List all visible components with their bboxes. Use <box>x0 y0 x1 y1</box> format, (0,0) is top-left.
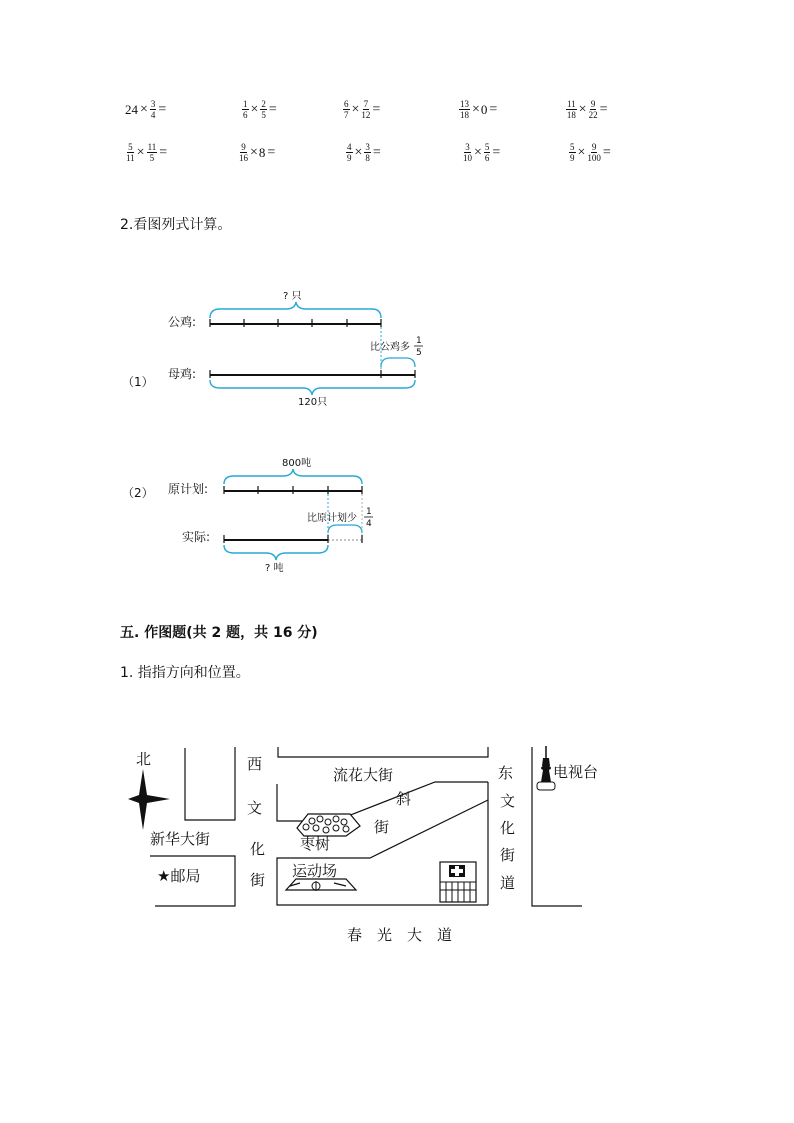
extra-note: 比公鸡多 <box>370 342 410 353</box>
equals-sign: = <box>268 101 277 117</box>
equals-sign: = <box>267 144 276 160</box>
extra-fraction-num: 1 <box>416 336 422 346</box>
bottom-brace <box>224 545 328 560</box>
equals-sign: = <box>372 144 381 160</box>
liuhua-street-label: 流花大街 <box>333 766 394 784</box>
fraction: $\frac{11}{5}$ <box>147 142 157 163</box>
diagram-1 <box>122 290 423 408</box>
fraction: $\frac{13}{18}$ <box>460 99 469 120</box>
integer: 8 <box>258 144 266 160</box>
times-sign: × <box>474 144 482 160</box>
times-sign: × <box>140 101 148 117</box>
times-sign: × <box>250 101 259 117</box>
fraction: $\frac{2}{5}$ <box>261 99 266 120</box>
times-sign: × <box>578 101 587 117</box>
integer: 24 <box>125 101 138 117</box>
times-sign: × <box>136 144 145 160</box>
fraction: $\frac{3}{8}$ <box>365 142 370 163</box>
hospital-icon <box>440 862 476 902</box>
street-map <box>0 720 794 960</box>
bottom-brace <box>210 380 415 395</box>
top-brace-label: ? 只 <box>283 291 302 302</box>
fraction: $\frac{3}{4}$ <box>150 99 156 120</box>
chunguang-avenue-label: 春 光 大 道 <box>347 926 453 944</box>
top-brace <box>210 302 381 318</box>
top-brace <box>224 469 362 484</box>
xinhua-street-label: 新华大街 <box>150 830 211 848</box>
times-sign: × <box>351 101 360 117</box>
integer: 0 <box>480 101 488 117</box>
diagram-1-label: （1） <box>122 375 154 389</box>
tv-station-label: 电视台 <box>553 763 599 781</box>
fraction: $\frac{5}{9}$ <box>570 142 575 163</box>
equals-sign: = <box>492 144 501 160</box>
bottom-brace-label: ? 吨 <box>265 563 284 574</box>
jujube-tree-icon <box>297 814 360 836</box>
road-edge-top <box>278 747 488 757</box>
fraction: $\frac{3}{10}$ <box>463 142 472 163</box>
section-5-title: 五. 作图题(共 2 题，共 16 分) <box>120 625 318 641</box>
fraction: $\frac{5}{6}$ <box>484 142 490 163</box>
road-edge-left-top <box>185 747 235 820</box>
times-sign: × <box>472 101 480 117</box>
east-street-char-4: 街 <box>500 846 516 864</box>
section-5-question-1: 1. 指指方向和位置。 <box>120 665 250 681</box>
equals-sign: = <box>372 101 381 117</box>
east-street-char-1: 东 <box>498 764 514 782</box>
west-street-char-3: 化 <box>250 840 266 858</box>
less-note: 比原计划少 <box>307 513 357 524</box>
fraction: $\frac{7}{12}$ <box>361 99 371 120</box>
diagram-2-label: （2） <box>122 486 154 500</box>
times-sign: × <box>577 144 586 160</box>
diagram-2 <box>122 456 373 574</box>
east-street-char-2: 文 <box>500 792 516 810</box>
extra-brace <box>381 358 415 367</box>
diagonal-street-char-1: 斜 <box>396 790 412 808</box>
actual-label: 实际: <box>182 530 211 544</box>
west-street-char-4: 街 <box>250 871 266 889</box>
planned-label: 原计划: <box>168 482 209 496</box>
fraction: $\frac{9}{100}$ <box>587 142 601 163</box>
west-street-char-1: 西 <box>247 755 263 773</box>
compass-star-icon <box>128 769 170 830</box>
north-label: 北 <box>136 750 152 768</box>
diagonal-street-char-2: 街 <box>374 818 390 836</box>
fraction: $\frac{4}{9}$ <box>347 142 352 163</box>
times-sign: × <box>250 144 258 160</box>
equals-sign: = <box>489 101 498 117</box>
equals-sign: = <box>599 101 608 117</box>
rooster-label: 公鸡: <box>168 315 197 329</box>
stadium-label: 运动场 <box>292 862 338 880</box>
fraction: $\frac{9}{16}$ <box>239 142 248 163</box>
fraction: $\frac{1}{6}$ <box>243 99 248 120</box>
equals-sign: = <box>158 101 167 117</box>
equals-sign: = <box>602 144 611 160</box>
fraction: $\frac{11}{18}$ <box>566 99 576 120</box>
hen-label: 母鸡: <box>168 367 197 381</box>
fraction: $\frac{6}{7}$ <box>344 99 349 120</box>
east-street-char-3: 化 <box>500 819 516 837</box>
west-street-char-2: 文 <box>247 799 263 817</box>
fraction: $\frac{9}{22}$ <box>588 99 598 120</box>
times-sign: × <box>354 144 363 160</box>
less-fraction-num: 1 <box>366 507 372 517</box>
fraction: $\frac{5}{11}$ <box>126 142 135 163</box>
less-brace <box>328 525 362 533</box>
question-2-title: 2.看图列式计算。 <box>120 217 232 233</box>
extra-fraction-den: 5 <box>416 348 422 358</box>
jujube-tree-label: 枣树 <box>300 835 331 853</box>
top-brace-label: 800吨 <box>282 458 312 469</box>
post-office-label: ★邮局 <box>157 867 201 885</box>
east-street-char-5: 道 <box>500 874 516 892</box>
bottom-brace-label: 120只 <box>298 397 328 408</box>
equals-sign: = <box>159 144 168 160</box>
stadium-icon <box>286 879 356 891</box>
less-fraction-den: 4 <box>366 519 372 529</box>
